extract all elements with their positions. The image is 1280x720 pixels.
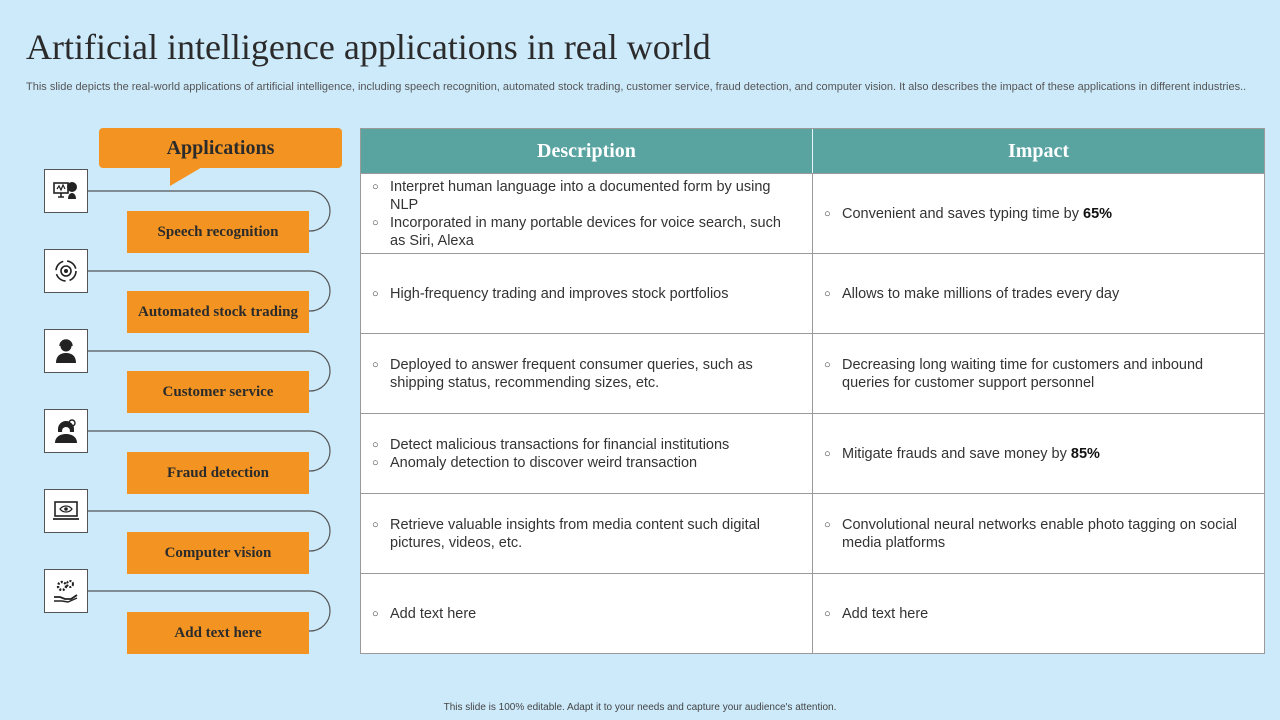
description-cell — [361, 494, 812, 573]
bullet-icon: ○ — [372, 438, 379, 451]
bullet-item: ○ Deployed to answer frequent consumer queries, such as shipping status, recommending sizes, etc. — [372, 356, 753, 391]
bullet-item: ○ Add text here — [824, 605, 929, 622]
application-add-text-here[interactable]: Add text here — [127, 612, 309, 654]
table-row — [361, 333, 1264, 413]
impact-cell — [812, 574, 1264, 653]
impact-cell — [812, 494, 1264, 573]
bullet-item: ○ Allows to make millions of trades every day — [824, 285, 1120, 302]
header-description: Description — [537, 139, 636, 162]
bullet-icon: ○ — [372, 358, 379, 371]
customer-service-icon — [44, 329, 88, 373]
application-automated-stock-trading[interactable]: Automated stock trading — [127, 291, 309, 333]
bullet-icon: ○ — [824, 447, 831, 460]
bullet-icon: ○ — [372, 456, 379, 469]
impact-cell — [812, 254, 1264, 333]
gears-hand-icon — [44, 569, 88, 613]
impact-cell — [812, 174, 1264, 253]
bullet-icon: ○ — [372, 216, 379, 229]
bullet-item: ○ High-frequency trading and improves stock portfolios — [372, 285, 729, 302]
description-cell — [361, 414, 812, 493]
bullet-item: ○ Mitigate frauds and save money by 85% — [824, 445, 1100, 462]
impact-cell — [812, 414, 1264, 493]
bullet-item: ○ Convenient and saves typing time by 65% — [824, 205, 1113, 222]
bullet-item: ○ Detect malicious transactions for financial institutions — [372, 436, 730, 453]
applications-header: Applications — [99, 128, 342, 168]
bullet-item: ○ Anomaly detection to discover weird transaction — [372, 454, 698, 471]
table-row — [361, 173, 1264, 253]
bullet-item: ○ Incorporated in many portable devices for voice search, such as Siri, Alexa — [372, 214, 781, 249]
bullet-item: ○ Decreasing long waiting time for customers and inbound queries for customer support personnel — [824, 356, 1204, 391]
bullet-icon: ○ — [372, 518, 379, 531]
applications-table — [360, 128, 1265, 654]
bullet-icon: ○ — [824, 358, 831, 371]
table-row — [361, 493, 1264, 573]
description-cell — [361, 334, 812, 413]
footer-note: This slide is 100% editable. Adapt it to your needs and capture your audience's attention. — [443, 702, 837, 713]
bullet-icon: ○ — [824, 207, 831, 220]
bullet-icon: ○ — [372, 287, 379, 300]
bullet-item: ○ Convolutional neural networks enable photo tagging on social media platforms — [824, 516, 1237, 551]
header-impact: Impact — [812, 129, 1264, 173]
application-speech-recognition[interactable]: Speech recognition — [127, 211, 309, 253]
description-cell — [361, 254, 812, 333]
application-customer-service[interactable]: Customer service — [127, 371, 309, 413]
speech-recognition-icon — [44, 169, 88, 213]
bullet-icon: ○ — [824, 287, 831, 300]
applications-header-pointer — [170, 166, 204, 186]
page-title: Artificial intelligence applications in real world — [26, 27, 711, 67]
bullet-item: ○ Add text here — [372, 605, 477, 622]
bullet-item: ○ Interpret human language into a documented form by using NLP — [372, 178, 771, 213]
fraud-detection-icon — [44, 409, 88, 453]
impact-cell — [812, 334, 1264, 413]
page-subtitle: This slide depicts the real-world applications of artificial intelligence, including speech recognition, automated stock trading, customer service, fraud detection, and computer vision. It also describes the impact of these applications in different industries.. — [26, 81, 1247, 93]
bullet-icon: ○ — [372, 180, 379, 193]
computer-vision-icon — [44, 489, 88, 533]
table-row — [361, 253, 1264, 333]
description-cell — [361, 574, 812, 653]
stock-trading-icon — [44, 249, 88, 293]
bullet-icon: ○ — [372, 607, 379, 620]
table-row — [361, 573, 1264, 653]
bullet-icon: ○ — [824, 518, 831, 531]
bullet-item: ○ Retrieve valuable insights from media content such digital pictures, videos, etc. — [372, 516, 760, 551]
bullet-icon: ○ — [824, 607, 831, 620]
description-cell — [361, 174, 812, 253]
table-row — [361, 413, 1264, 493]
application-computer-vision[interactable]: Computer vision — [127, 532, 309, 574]
table-header — [361, 129, 1264, 173]
application-fraud-detection[interactable]: Fraud detection — [127, 452, 309, 494]
